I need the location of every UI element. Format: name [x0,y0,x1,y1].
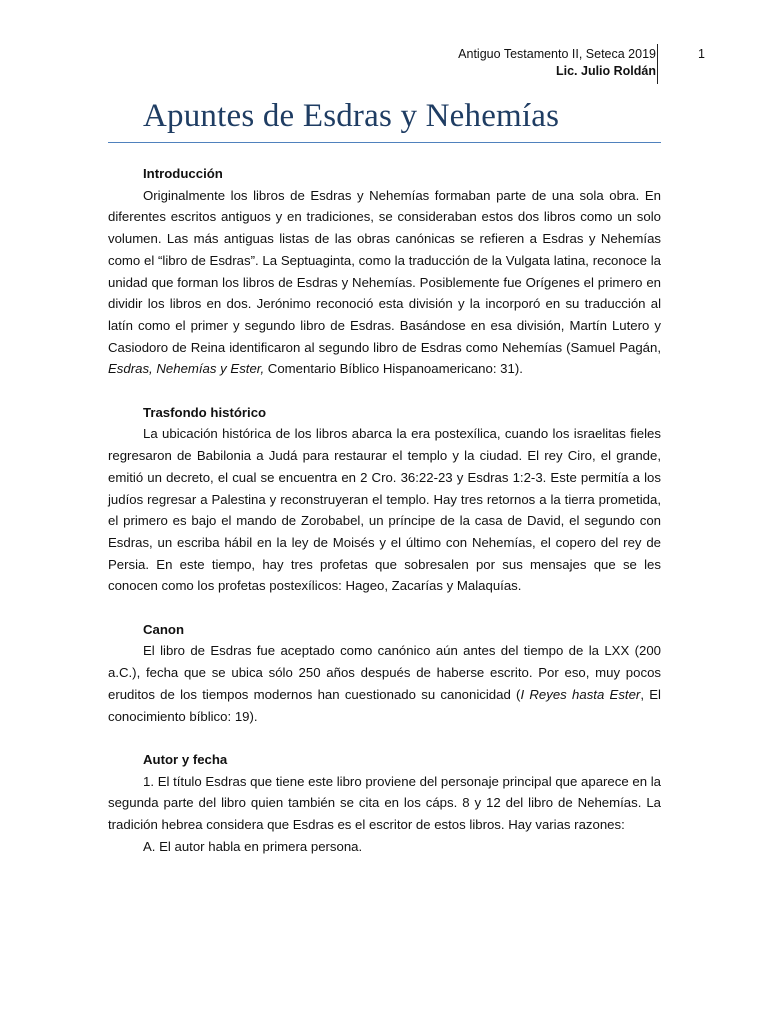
citation-title: I Reyes hasta Ester [520,686,641,702]
header-author: Lic. Julio Roldán [555,64,656,78]
document-body [108,163,661,879]
page-number: 1 [698,47,705,61]
section-heading: Introducción [143,166,223,181]
section-introduccion [108,163,661,380]
section-heading: Trasfondo histórico [143,404,267,420]
paragraph-text: Originalmente los libros de Esdras y Nehemías formaban parte de una sola obra. En diferentes escritos antiguos y en tradiciones, se consideraban estos dos libros como un solo volumen. Las más antiguas listas de las obras canónicas se refieren a Esdras y Nehemías como el “libro de Esdras”. La Septuaginta, como la traducción de la Vulgata latina, reconoce la unidad que forman los libros de Esdras y Nehemías. Posiblemente fue Orígenes el primero en dividir los libros en dos. Jerónimo reconoció esta división y la incorporó en su traducción al latín como el primer y segundo libro de Esdras. Basándose en esa división, Martín Lutero y Casiodoro de Reina identificaron al segundo libro de Esdras como Nehemías (Samuel Pagán, [108,187,661,355]
section-canon [108,619,661,728]
section-paragraph: 1. El título Esdras que tiene este libro proviene del personaje principal que aparece en la segunda parte del libro quien también se cita en los cáps. 8 y 12 del libro de Nehemías. La tradición hebrea considera que Esdras es el escritor de estos libros. Hay varias razones: [108,773,661,833]
section-paragraph [108,640,661,727]
section-trasfondo [108,402,661,597]
section-heading: Canon [143,621,185,637]
section-autor [108,749,661,858]
list-point-a: A. El autor habla en primera persona. [143,838,363,854]
paragraph-text: Comentario Bíblico Hispanoamericano: 31). [264,361,523,377]
header-course: Antiguo Testamento II, Seteca 2019 [458,47,656,61]
paragraph-text: El libro de Esdras fue aceptado como canónico aún antes del tiempo de la LXX (200 a.C.), fecha que se ubica sólo 250 años después de haberse escrito. Por eso, muy pocos eruditos de los tiempos modernos han cuestionado su canonicidad ( [108,643,661,702]
citation-title: Esdras, Nehemías y Ester, [108,361,265,377]
section-paragraph: La ubicación histórica de los libros abarca la era postexílica, cuando los israelitas fieles regresaron de Babilonia a Judá para restaurar el templo y la ciudad. El rey Ciro, el grande, emitió un decreto, el cual se encuentra en 2 Cro. 36:22-23 y Esdras 1:2-3. Este permitía a los judíos regresar a Palestina y reconstruyeran el templo. Hay tres retornos a la tierra prometida, el primero es bajo el mando de Zorobabel, un príncipe de la casa de David, el segundo con Esdras, un escriba hábil en la ley de Moisés y el último con Nehemías, el copero del rey de Persia. En este tiempo, hay tres profetas que sobresalen por sus mensajes que se les conocen como los profetas postexílicos: Hageo, Zacarías y Malaquías. [108,426,661,594]
section-paragraph [108,185,661,380]
page-header [458,46,656,80]
document-title: Apuntes de Esdras y Nehemías [143,98,560,134]
section-heading: Autor y fecha [143,751,228,767]
header-divider [657,44,658,84]
title-underline [108,142,661,143]
paragraph-text: , El conocimiento bíblico: 19). [108,686,661,724]
